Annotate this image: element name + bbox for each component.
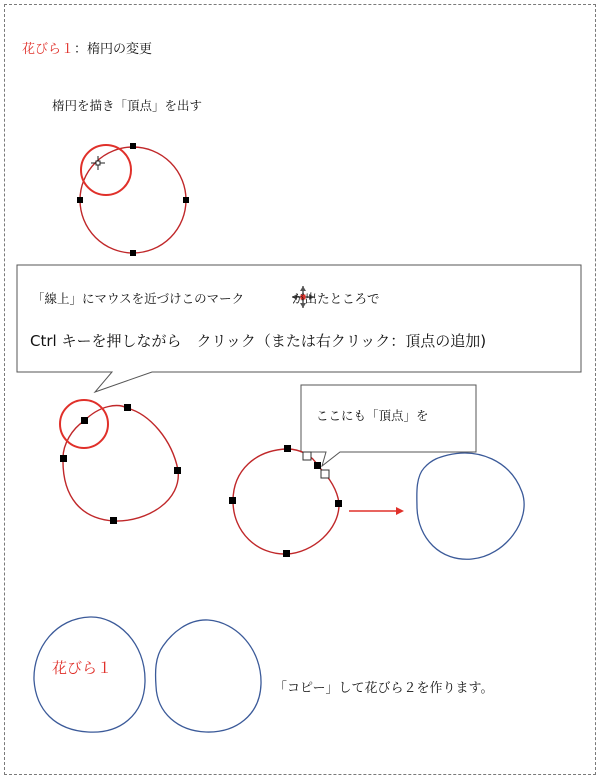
callout-box-small [301, 385, 476, 466]
vertex-handle [81, 417, 88, 424]
vertex-handle [77, 197, 83, 203]
callout-main-line1-b: が出たところで [292, 291, 380, 306]
vertex-handle [174, 467, 181, 474]
callout-main-line1 [32, 289, 380, 307]
control-handle [321, 470, 329, 478]
add-vertex-cursor-icon [91, 156, 105, 170]
title-topic: ：楕円の変更 [74, 42, 153, 57]
vertex-handle [130, 143, 136, 149]
vertex-handle [284, 445, 291, 452]
shape-vertices-added [60, 404, 181, 524]
copy-instruction: 「コピー」して花びら２を作ります。 [274, 681, 494, 696]
result-petal-shape [417, 453, 524, 559]
vertex-handle [229, 497, 236, 504]
vertex-handle [314, 462, 321, 469]
callout-box-main [17, 265, 581, 392]
vertex-handle [60, 455, 67, 462]
step1-instruction: 楕円を描き「頂点」を出す [52, 98, 203, 113]
page-title [22, 38, 152, 57]
title-petal-number: 花びら１ [22, 42, 75, 57]
petal-label: 花びら１ [52, 659, 113, 677]
vertex-handle [110, 517, 117, 524]
vertex-handle [283, 550, 290, 557]
vertex-handle [183, 197, 189, 203]
vertex-handle [130, 250, 136, 256]
callout-small-text: ここにも「頂点」を [316, 408, 429, 423]
callout-main-line2: Ctrl キーを押しながら クリック（または右クリック：頂点の追加) [30, 332, 487, 350]
petal-shape-2 [156, 620, 261, 732]
vertex-handle [124, 404, 131, 411]
control-handle [303, 452, 311, 460]
callout-main-line1-a: 「線上」にマウスを近づけこのマーク [32, 291, 245, 306]
ellipse-with-vertices [77, 143, 189, 256]
vertex-handle [335, 500, 342, 507]
arrow-right-icon [349, 507, 404, 515]
